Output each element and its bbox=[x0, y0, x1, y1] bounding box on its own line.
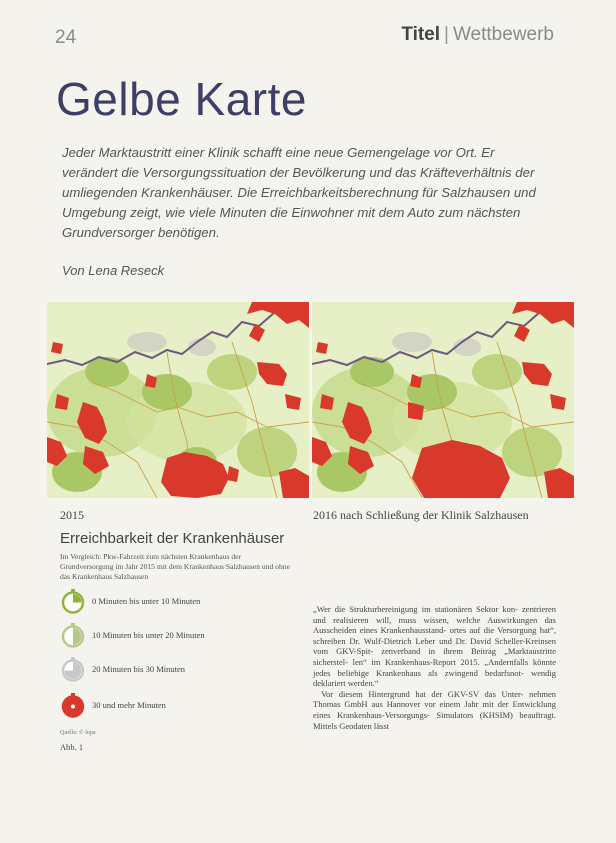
legend-title: Erreichbarkeit der Krankenhäuser bbox=[60, 530, 285, 547]
subsection-label: Wettbewerb bbox=[452, 24, 554, 45]
map-caption-2016: 2016 nach Schließung der Klinik Salzhausen bbox=[313, 508, 529, 522]
stopwatch-red-icon bbox=[60, 692, 86, 718]
legend-item-0-10 bbox=[60, 586, 200, 616]
section-separator: | bbox=[444, 24, 449, 45]
article-title: Gelbe Karte bbox=[56, 73, 307, 125]
legend-item-20-30 bbox=[60, 654, 185, 684]
legend-label: 20 Minuten bis 30 Minuten bbox=[92, 664, 186, 674]
section-label: Titel bbox=[401, 24, 441, 45]
stopwatch-green-icon bbox=[60, 588, 86, 614]
map-caption-2015: 2015 bbox=[60, 508, 84, 522]
source-note: Quelle: © lupa bbox=[60, 730, 96, 736]
page-number: 24 bbox=[55, 27, 77, 48]
legend-item-10-20 bbox=[60, 620, 205, 650]
stopwatch-lightgreen-icon bbox=[60, 622, 86, 648]
section-header bbox=[401, 24, 554, 46]
figure-label: Abb. 1 bbox=[60, 742, 84, 752]
body-paragraph-2: Vor diesem Hintergrund hat der GKV-SV das Unter- nehmen Thomas GmbH aus Hannover vor einem Jahr mit der Entwicklung eines Krankenhaus-Versorgungs- Simulators (KHSIM) beauftragt. Mittels Geodaten lässt bbox=[313, 688, 556, 731]
article-lead: Jeder Marktaustritt einer Klinik schafft eine neue Gemengelage vor Ort. Er verändert die Versorgungssituation der Bevölkerung und das Kräfteverhältnis der umliegenden Krankenhäuser. Die Erreichbarkeitsberechnung für Salzhausen und Umgebung zeigt, wie viele Minuten die Einwohner mit dem Auto zum nächsten Grundversorger benötigen. bbox=[62, 145, 536, 240]
legend-description: Im Vergleich: Pkw-Fahrzeit zum nächsten Krankenhaus der Grundversorgung im Jahr 2015 mit dem Krankenhaus Salzhausen und ohne das Krankenhaus Salzhausen bbox=[60, 552, 290, 581]
body-paragraph-1: „Wer die Strukturbereinigung im stationären Sektor kon- zentrieren und realisieren will, muss wissen, welche Auswirkungen das Ausscheiden eines Krankenhausstand- ortes auf die Versorgung hat“, schreiben Dr. Wulf-Dietrich Leber und Dr. David Scheller-Kreinsen vom GKV-Spit- zenverband in ihrem Beitrag „Marktaustritte sicherstel- len“ im Krankenhaus-Report 2015. „Andernfalls könnte jedes beliebige Krankenhaus als zwingend bedarfsnot- wendig deklariert werden.“ bbox=[313, 604, 556, 689]
legend-label: 10 Minuten bis unter 20 Minuten bbox=[92, 630, 205, 640]
map-2016 bbox=[312, 302, 574, 498]
map-2015 bbox=[47, 302, 309, 498]
legend-label: 0 Minuten bis unter 10 Minuten bbox=[92, 596, 201, 606]
legend-label: 30 und mehr Minuten bbox=[92, 700, 166, 710]
article-body bbox=[313, 604, 556, 731]
article-author: Von Lena Reseck bbox=[62, 263, 165, 278]
stopwatch-grey-icon bbox=[60, 656, 86, 682]
legend-item-30-plus bbox=[60, 690, 166, 720]
